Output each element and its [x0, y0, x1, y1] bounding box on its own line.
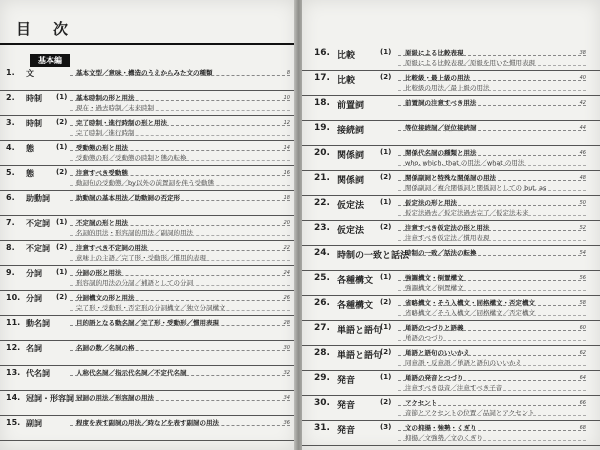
toc-line1: 程度を表す副詞の用法／時などを表す副詞の用法 — [76, 419, 219, 427]
toc-line1: 原級による比較表現 — [405, 49, 464, 57]
dotted-leader — [70, 400, 290, 401]
toc-line1: 文の抑揚・強勢・くぎり — [405, 424, 477, 432]
toc-page: 48 — [579, 175, 586, 181]
toc-sub: (2) — [56, 293, 68, 301]
dotted-leader — [398, 65, 586, 66]
toc-line1: 等位接続詞／従位接続詞 — [405, 124, 477, 132]
toc-page: 36 — [283, 420, 290, 426]
toc-num: 24. — [314, 248, 330, 258]
dotted-leader — [398, 405, 586, 406]
toc-line1: 比較級・最上級の用法 — [405, 74, 470, 82]
toc-line1: 基本時制の形と用法 — [76, 94, 135, 102]
toc-line2: 音節とアクセントの位置／品詞とアクセント — [405, 409, 535, 417]
toc-page: 28 — [283, 320, 290, 326]
toc-label: 分詞 — [26, 294, 42, 303]
toc-line2: 関係副詞／複合関係詞と関係詞としての but, as — [405, 184, 547, 192]
toc-entry — [302, 223, 600, 244]
toc-sub: (3) — [380, 423, 392, 431]
toc-line2: 抑揚／文強勢／文のくぎり — [405, 434, 483, 442]
dotted-leader — [398, 240, 586, 241]
toc-num: 12. — [6, 343, 21, 352]
dotted-leader — [398, 380, 586, 381]
toc-sub: (2) — [380, 348, 392, 356]
toc-line2: 比較級の用法／最上級の用法 — [405, 84, 490, 92]
toc-line2: 単語のつづり — [405, 334, 444, 342]
toc-entry — [302, 348, 600, 369]
dotted-leader — [70, 325, 290, 326]
toc-num: 18. — [314, 98, 330, 108]
toc-sub: (2) — [56, 118, 68, 126]
toc-line1: 注意すべき仮定法の形と用法 — [405, 224, 490, 232]
toc-page: 8 — [286, 70, 290, 76]
toc-line1: 仮定法の形と用法 — [405, 199, 457, 207]
toc-line1: 基本文型／意味・構造のうえからみた文の種類 — [76, 69, 213, 77]
toc-sub: (1) — [380, 198, 392, 206]
toc-entry — [0, 218, 296, 239]
toc-num: 9. — [6, 268, 15, 277]
toc-page: 64 — [579, 375, 586, 381]
dotted-leader — [70, 160, 290, 161]
toc-label: 助動詞 — [26, 194, 50, 203]
dotted-leader — [398, 130, 586, 131]
toc-line2: 完了形・受動形・否定形の分詞構文／独立分詞構文 — [76, 304, 226, 312]
toc-label: 態 — [26, 144, 34, 153]
toc-num: 14. — [6, 393, 21, 402]
toc-page: 22 — [283, 245, 290, 251]
toc-entry — [0, 318, 296, 339]
toc-label: 比較 — [337, 51, 356, 61]
toc-num: 16. — [314, 48, 330, 58]
toc-line1: 単語の発音とつづり — [405, 374, 464, 382]
toc-sub: (1) — [56, 218, 68, 226]
toc-num: 23. — [314, 223, 330, 233]
toc-entry — [302, 373, 600, 394]
toc-sub: (2) — [380, 223, 392, 231]
toc-entry — [302, 173, 600, 194]
toc-label: 不定詞 — [26, 219, 50, 228]
dotted-leader — [70, 110, 290, 111]
toc-page: 56 — [579, 275, 586, 281]
dotted-leader — [398, 215, 586, 216]
row-divider — [0, 190, 296, 191]
dotted-leader — [398, 90, 586, 91]
toc-label: 時制の一致と話法 — [337, 251, 410, 261]
toc-line2: 原級による比較表現／原級を用いた慣用表現 — [405, 59, 535, 67]
toc-label: 各種構文 — [337, 301, 374, 311]
dotted-leader — [70, 185, 290, 186]
dotted-leader — [398, 415, 586, 416]
toc-label: 仮定法 — [337, 201, 365, 211]
toc-label: 単語と語句 — [337, 351, 383, 361]
toc-num: 28. — [314, 348, 330, 358]
toc-page: 40 — [579, 75, 586, 81]
dotted-leader — [70, 235, 290, 236]
toc-label: 態 — [26, 169, 34, 178]
toc-page: 62 — [579, 350, 586, 356]
toc-page: 42 — [579, 100, 586, 106]
toc-num: 6. — [6, 193, 15, 202]
dotted-leader — [70, 150, 290, 151]
toc-num: 15. — [6, 418, 21, 427]
toc-line1: 単語のつづりと語義 — [405, 324, 464, 332]
toc-label: 単語と語句 — [337, 326, 383, 336]
toc-entry — [302, 323, 600, 344]
toc-num: 3. — [6, 118, 15, 127]
toc-sub: (1) — [56, 268, 68, 276]
toc-page: 60 — [579, 325, 586, 331]
toc-line1: 助動詞の基本用法／助動詞の否定形 — [76, 194, 180, 202]
toc-label: 文 — [26, 69, 34, 78]
toc-num: 29. — [314, 373, 330, 383]
row-divider — [302, 345, 600, 346]
toc-page: 66 — [579, 400, 586, 406]
toc-page: 30 — [283, 345, 290, 351]
toc-label: 関係詞 — [337, 176, 365, 186]
dotted-leader — [398, 440, 586, 441]
toc-page: 20 — [283, 220, 290, 226]
row-divider — [302, 145, 600, 146]
toc-page: 18 — [283, 195, 290, 201]
toc-sub: (1) — [380, 48, 392, 56]
toc-entry — [302, 248, 600, 269]
toc-sub: (2) — [380, 298, 392, 306]
toc-page: 54 — [579, 250, 586, 256]
row-divider — [302, 170, 600, 171]
toc-num: 22. — [314, 198, 330, 208]
dotted-leader — [70, 125, 290, 126]
toc-label: 不定詞 — [26, 244, 50, 253]
toc-line2: 形容詞的用法の分詞／補語としての分詞 — [76, 279, 193, 287]
toc-num: 26. — [314, 298, 330, 308]
row-divider — [302, 320, 600, 321]
dotted-leader — [398, 340, 586, 341]
dotted-leader — [398, 255, 586, 256]
toc-label: 代名詞 — [26, 369, 50, 378]
toc-num: 5. — [6, 168, 15, 177]
toc-page: 50 — [579, 200, 586, 206]
row-divider — [302, 120, 600, 121]
row-divider — [302, 70, 600, 71]
toc-line1: 不定詞の形と用法 — [76, 219, 128, 227]
toc-label: 各種構文 — [337, 276, 374, 286]
toc-entry — [0, 343, 296, 364]
toc-page: 26 — [283, 295, 290, 301]
toc-entry — [0, 393, 296, 414]
toc-line2: 動詞句の受動態／by以外の前置詞を伴う受動態 — [76, 179, 214, 187]
toc-num: 30. — [314, 398, 330, 408]
row-divider — [302, 370, 600, 371]
toc-page: 10 — [283, 95, 290, 101]
dotted-leader — [70, 135, 290, 136]
toc-line1: 名詞の数／名詞の格 — [76, 344, 135, 352]
toc-sub: (1) — [56, 143, 68, 151]
row-divider — [0, 415, 296, 416]
dotted-leader — [398, 330, 586, 331]
row-divider — [0, 340, 296, 341]
row-divider — [0, 290, 296, 291]
dotted-leader — [398, 205, 586, 206]
toc-num: 21. — [314, 173, 330, 183]
toc-num: 17. — [314, 73, 330, 83]
toc-num: 2. — [6, 93, 15, 102]
toc-label: 発音 — [337, 426, 356, 436]
toc-sub: (2) — [56, 168, 68, 176]
toc-entry — [0, 268, 296, 289]
toc-num: 13. — [6, 368, 21, 377]
toc-label: 時制 — [26, 119, 42, 128]
toc-page: 52 — [579, 225, 586, 231]
row-divider — [302, 445, 600, 446]
toc-num: 10. — [6, 293, 21, 302]
row-divider — [0, 265, 296, 266]
dotted-leader — [70, 300, 290, 301]
toc-label: 動名詞 — [26, 319, 50, 328]
toc-page: 58 — [579, 300, 586, 306]
dotted-leader — [398, 190, 586, 191]
toc-line1: 人称代名詞／指示代名詞／不定代名詞 — [76, 369, 187, 377]
dotted-leader — [70, 250, 290, 251]
toc-entry — [0, 143, 296, 164]
toc-entry — [0, 68, 296, 89]
dotted-leader — [398, 390, 586, 391]
toc-page: 68 — [579, 425, 586, 431]
toc-line2: 完了時制／進行時制 — [76, 129, 135, 137]
toc-line2: 注意すべき母音／注意すべき子音 — [405, 384, 503, 392]
toc-line1: 関係代名詞の種類と用法 — [405, 149, 477, 157]
toc-line1: アクセント — [405, 399, 438, 407]
toc-sub: (2) — [380, 173, 392, 181]
toc-label: 比較 — [337, 76, 356, 86]
dotted-leader — [398, 180, 586, 181]
row-divider — [0, 215, 296, 216]
toc-line1: 受動態の形と用法 — [76, 144, 128, 152]
dotted-leader — [70, 285, 290, 286]
dotted-leader — [398, 230, 586, 231]
toc-label: 接続詞 — [337, 126, 365, 136]
row-divider — [0, 390, 296, 391]
toc-page: 32 — [283, 370, 290, 376]
toc-num: 11. — [6, 318, 21, 327]
dotted-leader — [70, 375, 290, 376]
toc-sub: (1) — [380, 373, 392, 381]
dotted-leader — [398, 290, 586, 291]
row-divider — [302, 95, 600, 96]
toc-label: 名詞 — [26, 344, 42, 353]
toc-label: 時制 — [26, 94, 42, 103]
row-divider — [302, 220, 600, 221]
row-divider — [302, 395, 600, 396]
toc-line2: 受動態の形／受動態の時制と態の転換 — [76, 154, 187, 162]
toc-entry — [0, 168, 296, 189]
toc-num: 7. — [6, 218, 15, 227]
toc-entry — [302, 298, 600, 319]
dotted-leader — [70, 425, 290, 426]
row-divider — [0, 365, 296, 366]
toc-label: 冠詞・形容詞 — [26, 394, 74, 403]
dotted-leader — [70, 100, 290, 101]
toc-line1: 冠詞の用法／形容詞の用法 — [76, 394, 154, 402]
toc-label: 分詞 — [26, 269, 42, 278]
toc-label: 発音 — [337, 376, 356, 386]
toc-num: 25. — [314, 273, 330, 283]
page-title: 目次 — [16, 20, 91, 38]
toc-num: 1. — [6, 68, 15, 77]
row-divider — [302, 195, 600, 196]
toc-line2: 省略構文／そう入構文／同格構文／否定構文 — [405, 309, 535, 317]
toc-num: 8. — [6, 243, 15, 252]
dotted-leader — [70, 260, 290, 261]
dotted-leader — [398, 355, 586, 356]
dotted-leader — [398, 365, 586, 366]
toc-label: 前置詞 — [337, 101, 365, 111]
section-badge: 基本編 — [30, 54, 70, 67]
toc-page: 14 — [283, 145, 290, 151]
toc-page: 38 — [579, 50, 586, 56]
toc-entry — [302, 73, 600, 94]
row-divider — [302, 420, 600, 421]
toc-line2: 同意語・反意語／単語と語句のいいかえ — [405, 359, 522, 367]
toc-page: 24 — [283, 270, 290, 276]
toc-num: 20. — [314, 148, 330, 158]
row-divider — [0, 440, 296, 441]
toc-line1: 強調構文・倒置構文 — [405, 274, 464, 282]
dotted-leader — [398, 280, 586, 281]
row-divider — [0, 140, 296, 141]
row-divider — [302, 245, 600, 246]
toc-entry — [302, 98, 600, 119]
toc-entry — [0, 193, 296, 214]
toc-page: 12 — [283, 120, 290, 126]
toc-entry — [0, 293, 296, 314]
toc-line2: 注意すべき仮定法／慣用表現 — [405, 234, 490, 242]
toc-entry — [302, 148, 600, 169]
toc-entry — [302, 198, 600, 219]
toc-entry — [0, 93, 296, 114]
toc-label: 仮定法 — [337, 226, 365, 236]
toc-sub: (2) — [56, 243, 68, 251]
toc-num: 27. — [314, 323, 330, 333]
toc-label: 発音 — [337, 401, 356, 411]
toc-line1: 分詞構文の形と用法 — [76, 294, 135, 302]
toc-num: 4. — [6, 143, 15, 152]
right-page — [302, 0, 600, 450]
toc-entry — [302, 273, 600, 294]
toc-line2: 現在・過去時制／未来時制 — [76, 104, 154, 112]
toc-line2: 強調構文／倒置構文 — [405, 284, 464, 292]
row-divider — [0, 165, 296, 166]
toc-entry — [302, 423, 600, 444]
dotted-leader — [398, 430, 586, 431]
dotted-leader — [398, 155, 586, 156]
toc-entry — [0, 368, 296, 389]
toc-line2: 意味上の主語／完了形・受動形／慣用的表現 — [76, 254, 206, 262]
toc-entry — [0, 243, 296, 264]
row-divider — [302, 270, 600, 271]
toc-line1: 関係副詞と特殊な関係詞の用法 — [405, 174, 496, 182]
dotted-leader — [70, 175, 290, 176]
left-page — [0, 0, 296, 450]
toc-line1: 目的語となる動名詞／完了形・受動形／慣用表現 — [76, 319, 219, 327]
toc-line2: who, which, that の用法／what の用法 — [405, 159, 525, 167]
dotted-leader — [398, 105, 586, 106]
toc-sub: (1) — [380, 323, 392, 331]
toc-num: 31. — [314, 423, 330, 433]
row-divider — [0, 240, 296, 241]
toc-sub: (1) — [380, 148, 392, 156]
toc-line1: 注意すべき受動態 — [76, 169, 128, 177]
dotted-leader — [398, 165, 586, 166]
toc-page: 44 — [579, 125, 586, 131]
toc-entry — [0, 418, 296, 439]
toc-line1: 注意すべき不定詞の用法 — [76, 244, 148, 252]
dotted-leader — [70, 275, 290, 276]
toc-line1: 分詞の形と用法 — [76, 269, 122, 277]
toc-line1: 時制の一致／話法の転換 — [405, 249, 477, 257]
dotted-leader — [70, 200, 290, 201]
dotted-leader — [70, 350, 290, 351]
row-divider — [0, 315, 296, 316]
toc-sub: (2) — [380, 73, 392, 81]
dotted-leader — [398, 305, 586, 306]
dotted-leader — [398, 315, 586, 316]
toc-label: 関係詞 — [337, 151, 365, 161]
row-divider — [0, 90, 296, 91]
toc-page: 16 — [283, 170, 290, 176]
toc-line1: 省略構文・そう入構文・同格構文・否定構文 — [405, 299, 535, 307]
toc-entry — [302, 123, 600, 144]
dotted-leader — [398, 80, 586, 81]
toc-line1: 完了時制・進行時制の形と用法 — [76, 119, 167, 127]
toc-entry — [0, 118, 296, 139]
toc-line2: 仮定法過去／仮定法過去完了／仮定法未来 — [405, 209, 529, 217]
toc-sub: (2) — [380, 398, 392, 406]
dotted-leader — [70, 75, 290, 76]
row-divider — [0, 115, 296, 116]
toc-line1: 前置詞の注意すべき用法 — [405, 99, 477, 107]
toc-sub: (1) — [380, 273, 392, 281]
title-underline — [0, 43, 296, 45]
dotted-leader — [398, 55, 586, 56]
toc-sub: (1) — [56, 93, 68, 101]
toc-num: 19. — [314, 123, 330, 133]
toc-entry — [302, 48, 600, 69]
toc-line2: 名詞的用法・形容詞的用法／副詞的用法 — [76, 229, 193, 237]
dotted-leader — [70, 225, 290, 226]
toc-line1: 単語と語句のいいかえ — [405, 349, 470, 357]
toc-label: 副詞 — [26, 419, 42, 428]
toc-page: 46 — [579, 150, 586, 156]
row-divider — [302, 295, 600, 296]
toc-page: 34 — [283, 395, 290, 401]
toc-entry — [302, 398, 600, 419]
dotted-leader — [70, 310, 290, 311]
